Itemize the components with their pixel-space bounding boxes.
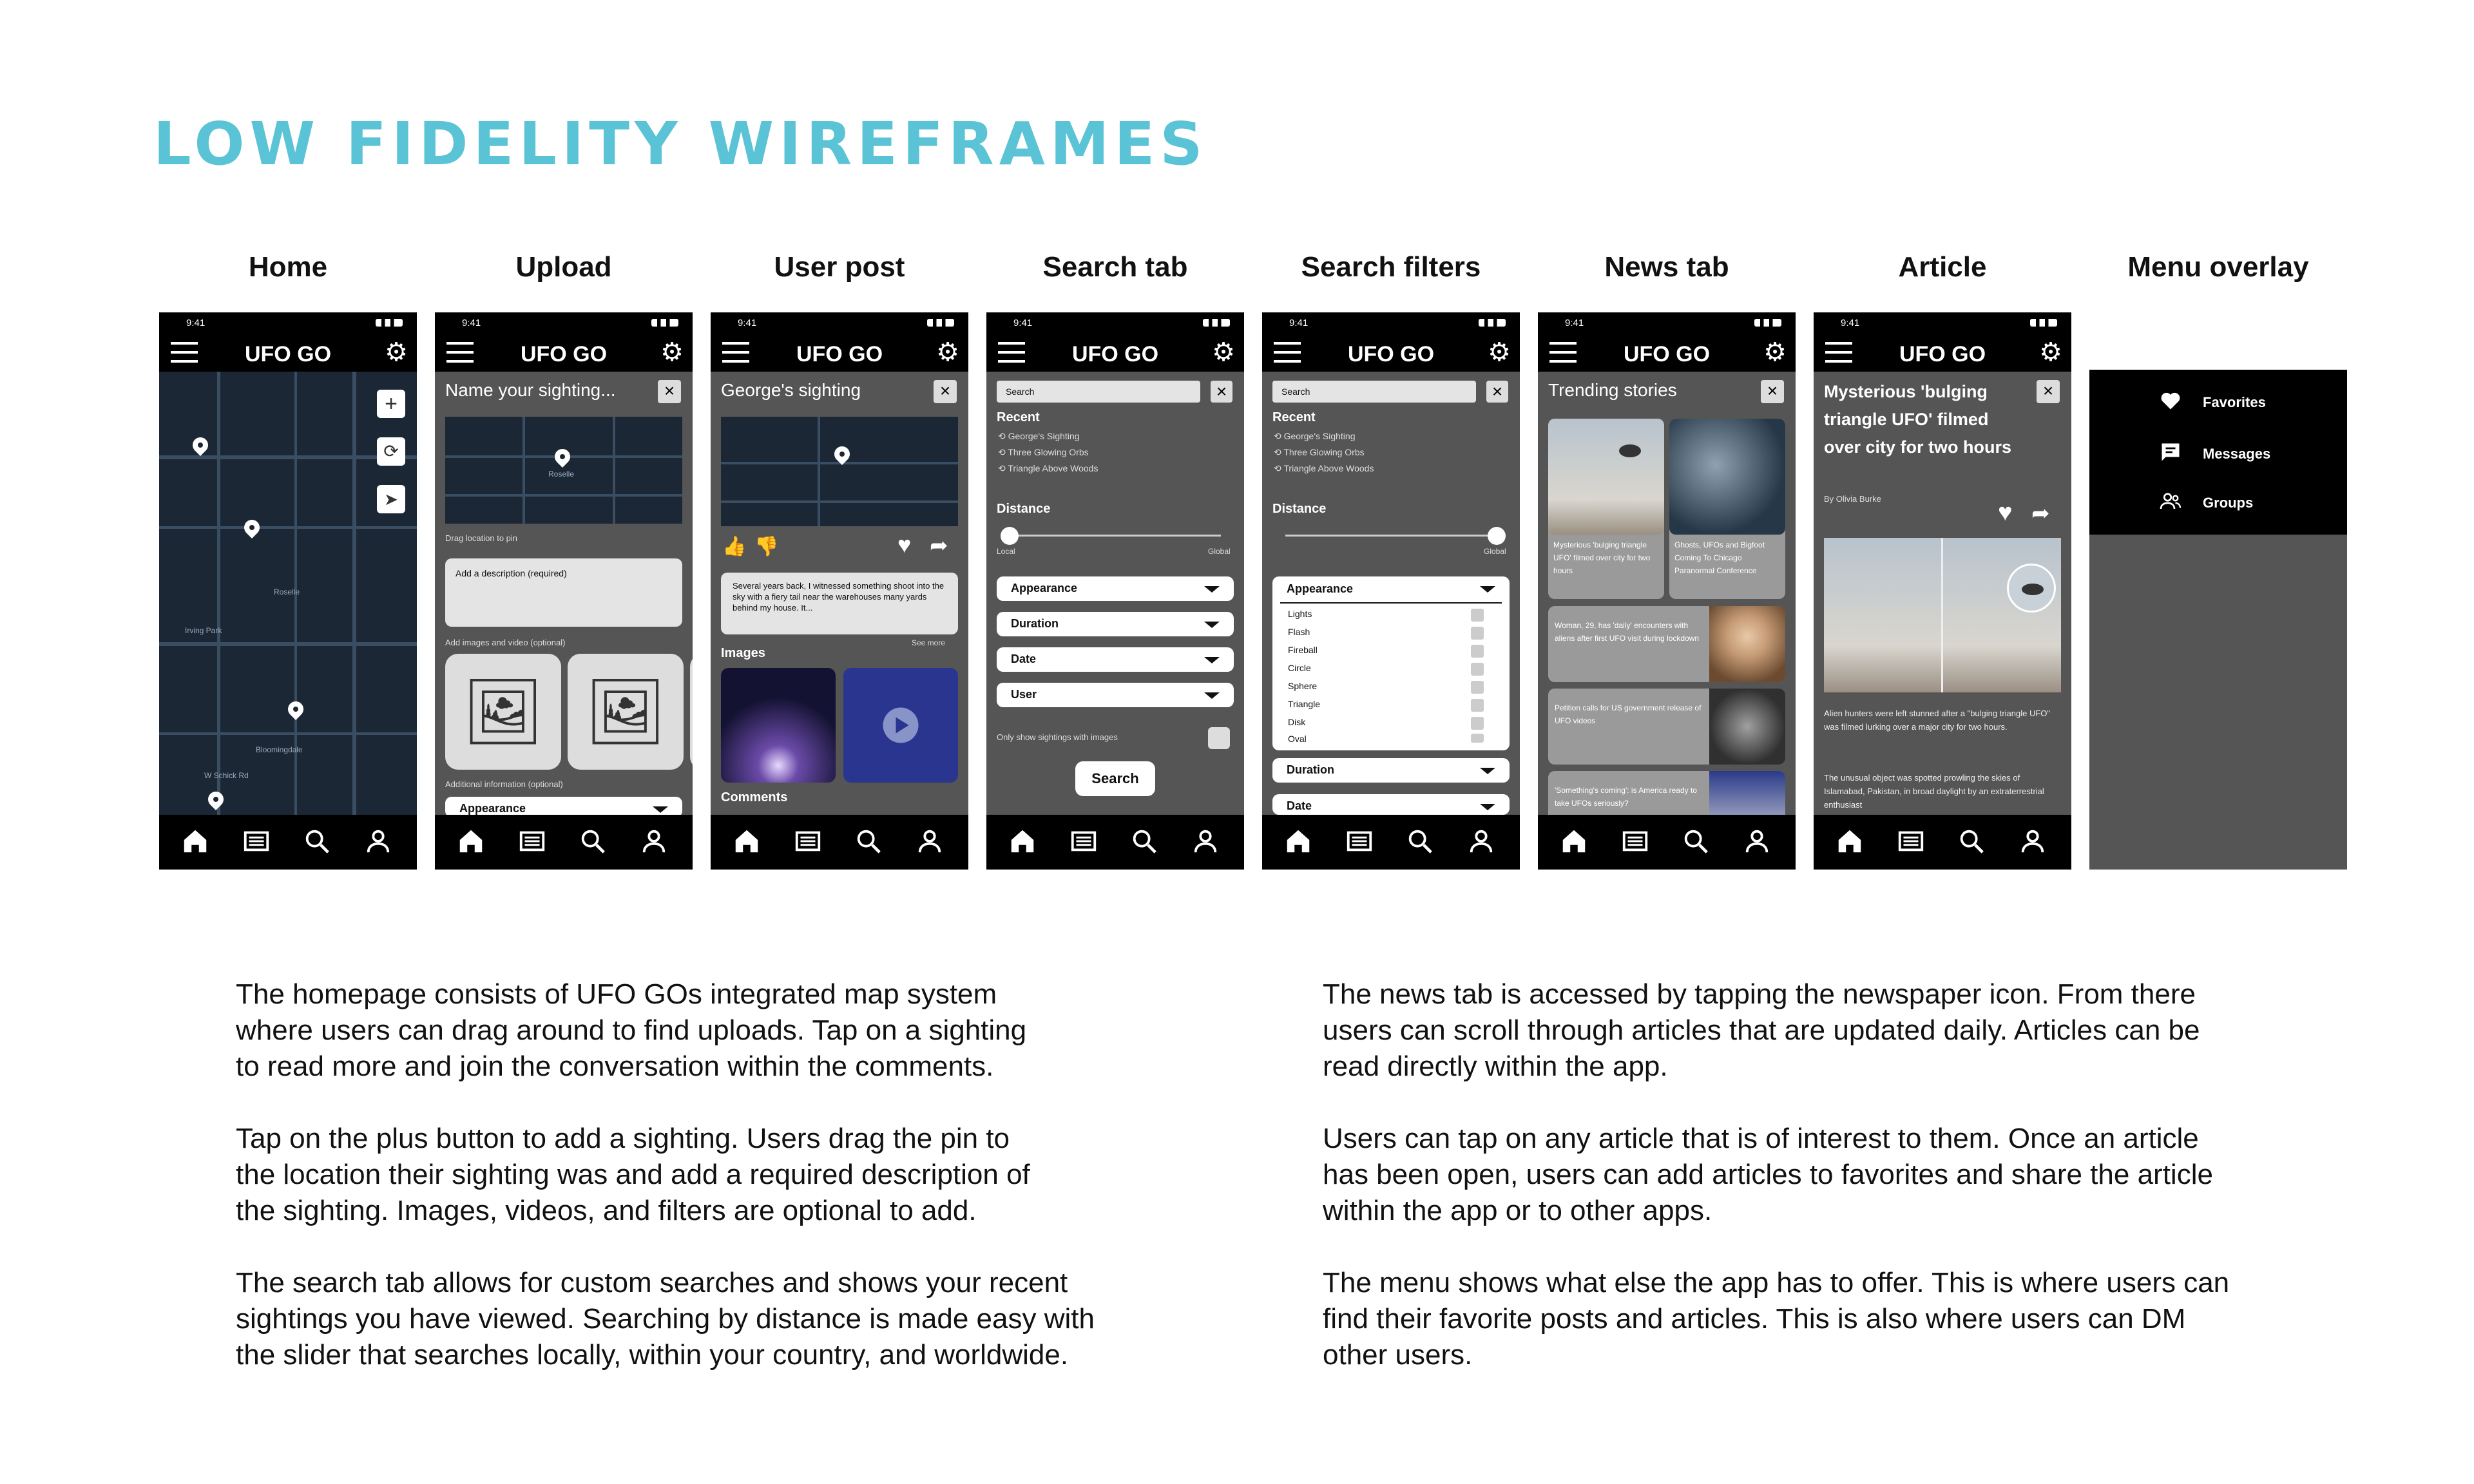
map-label: W Schick Rd: [204, 771, 249, 780]
app-header: [1814, 333, 2071, 372]
status-bar: 9:41: [1262, 312, 1520, 333]
news-card[interactable]: [1548, 689, 1785, 765]
article-paragraph: The unusual object was spotted prowling the skies of Islamabad, Pakistan, in broad daylight by an extraterrestrial enthusiast: [1824, 773, 2044, 810]
article-image: [1824, 538, 2061, 692]
post-title: George's sighting: [721, 380, 861, 400]
play-icon[interactable]: [881, 706, 920, 745]
add-sighting-button[interactable]: +: [377, 390, 405, 418]
bottom-nav: [711, 815, 968, 870]
newspaper-icon[interactable]: [1345, 826, 1374, 856]
phone-menu-overlay: [2089, 370, 2347, 870]
bottom-nav: [1814, 815, 2071, 870]
option-label: Sphere: [1288, 681, 1318, 691]
app-header: [1262, 333, 1520, 372]
description-search: The search tab allows for custom searches and shows your recent sightings you have viewed. Searching by distance is made easy with the slider that searches locally, within your country, and worldwide.: [236, 1267, 1095, 1371]
add-image-icon[interactable]: 🖼: [445, 654, 561, 770]
option-checkbox[interactable]: [1471, 645, 1484, 658]
option-label: Lights: [1288, 609, 1312, 619]
signal-icon: [2030, 319, 2057, 327]
option-label: Disk: [1288, 717, 1306, 727]
home-icon[interactable]: [1835, 826, 1865, 856]
description-upload: Tap on the plus button to add a sighting. Users drag the pin to the location their sighting was and add a required description of the sighting. Images, videos, and filters are optional to add.: [236, 1123, 1030, 1226]
news-headline: Woman, 29, has 'daily' encounters with aliens after first UFO visit during lockdown: [1555, 621, 1700, 643]
home-icon[interactable]: [180, 826, 210, 856]
description-menu: The menu shows what else the app has to offer. This is where users can find their favorite posts and articles. This is also where users can DM other users.: [1323, 1267, 2230, 1371]
label-upload: Upload: [515, 251, 612, 283]
sighting-pin[interactable]: [241, 517, 263, 538]
status-bar: 9:41: [159, 312, 417, 333]
search-icon[interactable]: [1405, 826, 1435, 856]
recent-item[interactable]: ⟲ Triangle Above Woods: [998, 463, 1098, 473]
post-map[interactable]: [721, 417, 958, 526]
messages-icon: [2159, 441, 2182, 464]
profile-icon[interactable]: [363, 826, 393, 856]
app-header: [435, 333, 693, 372]
share-icon[interactable]: ➦: [2031, 501, 2050, 526]
appearance-options: [1272, 601, 1510, 747]
page-title: LOW FIDELITY WIREFRAMES: [153, 109, 1208, 178]
label-search-tab: Search tab: [1042, 251, 1188, 283]
news-image: [1548, 419, 1664, 535]
signal-icon: [1203, 319, 1230, 327]
signal-icon: [1479, 319, 1506, 327]
profile-icon[interactable]: [1742, 826, 1772, 856]
menu-item-messages[interactable]: Messages: [2203, 446, 2271, 462]
phone-user-post: [711, 312, 968, 870]
newspaper-icon[interactable]: [1069, 826, 1098, 856]
phone-article: [1814, 312, 2071, 870]
news-image: [1709, 689, 1785, 765]
menu-item-favorites[interactable]: Favorites: [2203, 394, 2266, 410]
recent-item[interactable]: ⟲ George's Sighting: [1274, 431, 1356, 441]
local-label: Local: [997, 547, 1015, 556]
sighting-pin[interactable]: [205, 788, 227, 810]
home-icon[interactable]: [1008, 826, 1037, 856]
gear-icon[interactable]: ⚙: [1212, 338, 1235, 366]
gear-icon[interactable]: ⚙: [936, 338, 959, 366]
description-home: The homepage consists of UFO GOs integrated map system where users can drag around to find uploads. Tap on a sighting to read more and join the conversation within the comments.: [236, 978, 1027, 1082]
post-body: Several years back, I witnessed something shoot into the sky with a fiery tail near the warehouses many yards behind my house. It...: [721, 573, 958, 634]
news-headline: Mysterious 'bulging triangle UFO' filmed over city for two hours: [1553, 540, 1651, 575]
phone-upload: [435, 312, 693, 870]
app-header: [159, 333, 417, 372]
menu-item-groups[interactable]: Groups: [2203, 495, 2254, 511]
trending-heading: Trending stories: [1548, 380, 1677, 400]
profile-icon[interactable]: [1191, 826, 1220, 856]
close-icon[interactable]: ×: [1761, 380, 1784, 403]
groups-icon: [2159, 490, 2182, 513]
option-checkbox[interactable]: [1471, 681, 1484, 694]
appearance-dropdown[interactable]: Appearance: [445, 797, 682, 817]
close-icon[interactable]: ×: [658, 380, 681, 403]
option-checkbox[interactable]: [1471, 609, 1484, 622]
sighting-pin[interactable]: [285, 698, 307, 720]
date-dropdown[interactable]: Date: [997, 647, 1234, 672]
map-label: Roselle: [548, 470, 575, 479]
close-icon[interactable]: ×: [1211, 381, 1232, 403]
post-image[interactable]: [721, 668, 836, 783]
option-checkbox[interactable]: [1471, 734, 1484, 743]
close-icon[interactable]: ×: [934, 380, 957, 403]
news-card[interactable]: [1669, 419, 1785, 599]
bottom-nav: [1262, 815, 1520, 870]
phone-search-tab: [986, 312, 1244, 870]
news-card[interactable]: [1548, 419, 1664, 599]
bottom-nav: [1538, 815, 1796, 870]
gear-icon[interactable]: ⚙: [660, 338, 684, 366]
signal-icon: [376, 319, 403, 327]
description-news: The news tab is accessed by tapping the newspaper icon. From there users can scroll through articles that are updated daily. Articles can be read directly within the app.: [1323, 978, 2200, 1082]
images-heading: Images: [721, 646, 765, 660]
newspaper-icon[interactable]: [1896, 826, 1926, 856]
comments-heading: Comments: [721, 790, 788, 804]
map-label: Roselle: [274, 587, 300, 596]
images-only-checkbox[interactable]: [1208, 727, 1230, 749]
status-bar: 9:41: [711, 312, 968, 333]
distance-slider[interactable]: [1285, 535, 1497, 537]
profile-icon[interactable]: [1466, 826, 1496, 856]
search-icon[interactable]: [1957, 826, 1986, 856]
appearance-dropdown[interactable]: Appearance: [997, 576, 1234, 601]
article-paragraph: Alien hunters were left stunned after a "bulging triangle UFO" was filmed lurking over a major city for two hours.: [1824, 709, 2051, 732]
search-icon[interactable]: [854, 826, 883, 856]
label-article: Article: [1898, 251, 1987, 283]
add-image-icon[interactable]: 🖼: [568, 654, 684, 770]
phone-news-tab: [1538, 312, 1796, 870]
distance-heading: Distance: [997, 502, 1051, 516]
newspaper-icon[interactable]: [517, 826, 547, 856]
user-dropdown[interactable]: User: [997, 683, 1234, 707]
option-label: Fireball: [1288, 645, 1318, 655]
global-label: Global: [1484, 547, 1506, 556]
description-article: Users can tap on any article that is of interest to them. Once an article has been open, users can add articles to favorites and share the article within the app or to other apps.: [1323, 1123, 2213, 1226]
app-title: UFO GO: [1347, 342, 1435, 366]
signal-icon: [651, 319, 678, 327]
drag-hint: Drag location to pin: [445, 533, 518, 543]
map-label: Irving Park: [185, 626, 222, 635]
article-headline: Mysterious 'bulging triangle UFO' filmed over city for two hours: [1824, 382, 2012, 457]
app-header: [1538, 333, 1796, 372]
upload-map[interactable]: [445, 417, 682, 524]
status-bar: 9:41: [986, 312, 1244, 333]
newspaper-icon[interactable]: [242, 826, 271, 856]
search-input[interactable]: Search: [1272, 381, 1476, 403]
global-label: Global: [1208, 547, 1231, 556]
status-bar: 9:41: [1538, 312, 1796, 333]
heart-icon[interactable]: ♥: [1998, 499, 2013, 526]
date-dropdown[interactable]: Date: [1272, 794, 1510, 815]
search-icon[interactable]: [302, 826, 332, 856]
images-only-label: Only show sightings with images: [997, 732, 1118, 742]
locate-icon[interactable]: ➤: [377, 485, 405, 513]
heart-icon[interactable]: ♥: [897, 531, 912, 558]
news-image: [1709, 606, 1785, 682]
option-label: Circle: [1288, 663, 1311, 673]
location-pin[interactable]: [551, 446, 573, 468]
option-checkbox[interactable]: [1471, 663, 1484, 676]
see-more-link[interactable]: See more: [912, 638, 946, 647]
gear-icon[interactable]: ⚙: [1763, 338, 1787, 366]
option-checkbox[interactable]: [1471, 627, 1484, 640]
label-news-tab: News tab: [1604, 251, 1729, 283]
menu-panel: [2089, 370, 2347, 535]
app-title: UFO GO: [1071, 342, 1159, 366]
label-home: Home: [248, 251, 328, 283]
option-checkbox[interactable]: [1471, 699, 1484, 712]
signal-icon: [1754, 319, 1781, 327]
thumbs-up-icon[interactable]: 👍: [722, 536, 747, 557]
home-icon[interactable]: [1559, 826, 1589, 856]
app-title: UFO GO: [244, 342, 332, 366]
news-image: [1669, 419, 1785, 535]
heart-icon: [2159, 389, 2182, 412]
share-icon[interactable]: ➦: [930, 533, 948, 558]
slider-handle[interactable]: [1488, 527, 1506, 545]
app-title: UFO GO: [796, 342, 883, 366]
close-icon[interactable]: ×: [2037, 380, 2060, 403]
duration-dropdown[interactable]: Duration: [1272, 758, 1510, 783]
additional-info-label: Additional information (optional): [445, 779, 563, 789]
thumbs-down-icon[interactable]: 👎: [754, 536, 779, 557]
appearance-panel: [1272, 576, 1510, 750]
add-image-icon[interactable]: [690, 654, 693, 770]
news-card[interactable]: [1548, 606, 1785, 682]
search-icon[interactable]: [1681, 826, 1711, 856]
option-label: Oval: [1288, 734, 1307, 744]
search-icon[interactable]: [1129, 826, 1159, 856]
recent-item[interactable]: ⟲ Three Glowing Orbs: [998, 447, 1089, 457]
app-title: UFO GO: [520, 342, 608, 366]
home-icon[interactable]: [456, 826, 486, 856]
signal-icon: [927, 319, 954, 327]
status-bar: 9:41: [435, 312, 693, 333]
map-label: Bloomingdale: [256, 745, 303, 754]
label-user-post: User post: [774, 251, 905, 283]
search-input[interactable]: Search: [997, 381, 1200, 403]
profile-icon[interactable]: [915, 826, 945, 856]
profile-icon[interactable]: [639, 826, 669, 856]
label-search-filters: Search filters: [1301, 251, 1481, 283]
app-title: UFO GO: [1899, 342, 1986, 366]
duration-dropdown[interactable]: Duration: [997, 612, 1234, 636]
recent-item[interactable]: ⟲ Three Glowing Orbs: [1274, 447, 1365, 457]
search-button[interactable]: Search: [1075, 761, 1155, 796]
app-header: [986, 333, 1244, 372]
profile-icon[interactable]: [2018, 826, 2047, 856]
map-view[interactable]: [159, 372, 417, 815]
home-icon[interactable]: [1283, 826, 1313, 856]
slider-handle[interactable]: [1001, 527, 1019, 545]
news-headline: Petition calls for US government release of UFO videos: [1555, 703, 1702, 725]
distance-heading: Distance: [1272, 502, 1327, 516]
refresh-icon[interactable]: ⟳: [377, 437, 405, 466]
close-icon[interactable]: ×: [1486, 381, 1508, 403]
post-video[interactable]: [843, 668, 958, 783]
phone-search-filters: [1262, 312, 1520, 870]
appearance-header[interactable]: Appearance: [1287, 582, 1354, 595]
option-checkbox[interactable]: [1471, 717, 1484, 730]
app-title: UFO GO: [1623, 342, 1711, 366]
gear-icon[interactable]: ⚙: [385, 338, 408, 366]
article-author: By Olivia Burke: [1824, 494, 1881, 504]
recent-heading: Recent: [1272, 410, 1316, 424]
sighting-pin[interactable]: [189, 434, 211, 456]
recent-item[interactable]: ⟲ George's Sighting: [998, 431, 1080, 441]
newspaper-icon[interactable]: [1620, 826, 1650, 856]
distance-slider[interactable]: [1010, 535, 1221, 537]
status-bar: 9:41: [1814, 312, 2071, 333]
sighting-name-input[interactable]: Name your sighting...: [445, 380, 616, 400]
phone-home: [159, 312, 417, 870]
description-input[interactable]: Add a description (required): [445, 558, 682, 627]
bottom-nav: [986, 815, 1244, 870]
media-hint: Add images and video (optional): [445, 638, 566, 647]
recent-heading: Recent: [997, 410, 1040, 424]
option-label: Flash: [1288, 627, 1310, 637]
home-icon[interactable]: [732, 826, 762, 856]
gear-icon[interactable]: ⚙: [1488, 338, 1511, 366]
bottom-nav: [435, 815, 693, 870]
recent-item[interactable]: ⟲ Triangle Above Woods: [1274, 463, 1374, 473]
label-menu-overlay: Menu overlay: [2127, 251, 2309, 283]
app-header: [711, 333, 968, 372]
bottom-nav: [159, 815, 417, 870]
news-headline: Ghosts, UFOs and Bigfoot Coming To Chicago Paranormal Conference: [1674, 540, 1765, 575]
gear-icon[interactable]: ⚙: [2039, 338, 2062, 366]
news-headline: 'Something's coming': is America ready to take UFOs seriously?: [1555, 786, 1697, 808]
newspaper-icon[interactable]: [793, 826, 823, 856]
search-icon[interactable]: [578, 826, 608, 856]
chevron-down-icon[interactable]: [1480, 586, 1495, 593]
option-label: Triangle: [1288, 699, 1321, 709]
